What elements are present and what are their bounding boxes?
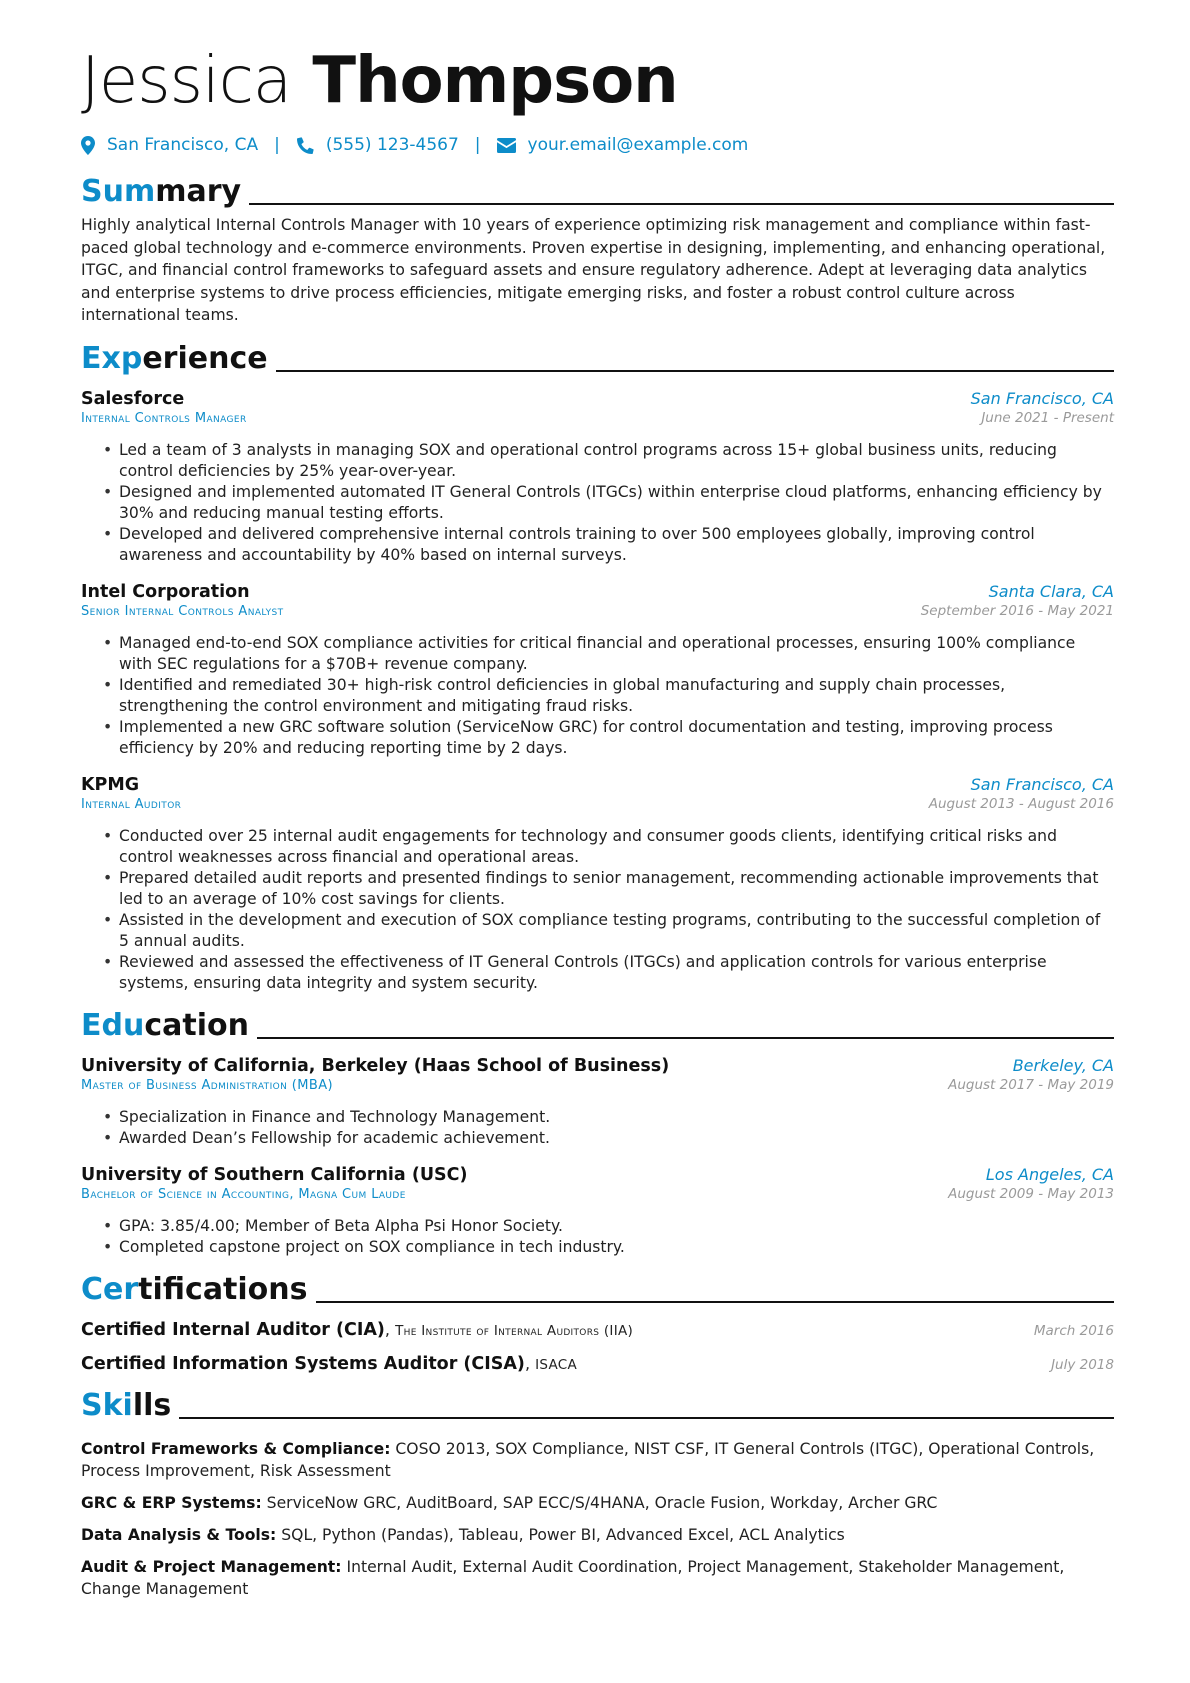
last-name: Thompson [312, 44, 678, 118]
title-accent: Exp [81, 340, 143, 376]
bullet-item: • Developed and delivered comprehensive internal controls training to over 500 employees globally, improving control awareness and accountability by 40% based on internal surveys. [119, 524, 1114, 566]
skill-category: Control Frameworks & Compliance: [81, 1439, 391, 1458]
bullet-item: • Specialization in Finance and Technology Management. [119, 1107, 1114, 1128]
section-divider [249, 203, 1114, 205]
skill-category: Audit & Project Management: [81, 1557, 342, 1576]
job-title: Internal Auditor [81, 796, 182, 812]
envelope-icon [497, 138, 516, 153]
degree: Master of Business Administration (MBA) [81, 1077, 333, 1093]
section-divider [276, 370, 1114, 372]
skill-line [81, 1556, 1114, 1600]
skills-heading [81, 1388, 1114, 1424]
summary-text: Highly analytical Internal Controls Manager with 10 years of experience optimizing risk management and compliance within fast-paced global technology and e-commerce environments. Proven expertise in designing, implementing, and enhancing operational, ITGC, and financial control frameworks to safeguard assets and ensure regulatory adherence. Adept at leveraging data analytics and enterprise systems to drive process efficiencies, mitigate emerging risks, and foster a robust control culture across international teams. [81, 216, 1106, 325]
bullet-item: • Led a team of 3 analysts in managing SOX and operational control programs across 15+ global business units, reducing control deficiencies by 25% year-over-year. [119, 440, 1114, 482]
contact-phone[interactable] [296, 135, 459, 155]
certification-issuer: The Institute of Internal Auditors (IIA) [395, 1322, 634, 1339]
bullet-item: • Prepared detailed audit reports and presented findings to senior management, recommending actionable improvements that led to an average of 10% cost savings for clients. [119, 868, 1114, 910]
job-location: San Francisco, CA [970, 774, 1114, 794]
location-text: San Francisco, CA [107, 135, 259, 155]
job-entry [81, 775, 1114, 994]
phone-text: (555) 123-4567 [325, 135, 459, 155]
title-rest: tifications [138, 1271, 308, 1307]
job-bullets [81, 826, 1114, 994]
bullet-item: • Assisted in the development and execution of SOX compliance testing programs, contributing to the successful completion of 5 annual audits. [119, 910, 1114, 952]
title-accent: Edu [81, 1007, 145, 1043]
email-link[interactable]: your.email@example.com [527, 135, 749, 155]
section-divider [316, 1301, 1114, 1303]
employer: Salesforce [81, 388, 185, 409]
section-title [81, 1008, 249, 1044]
job-location: San Francisco, CA [970, 388, 1114, 408]
section-title [81, 1388, 171, 1424]
certification-name: Certified Information Systems Auditor (CISA) [81, 1353, 525, 1374]
map-pin-icon [81, 136, 95, 155]
first-name: Jessica [81, 44, 292, 118]
phone-icon [296, 136, 314, 154]
bullet-item: • Completed capstone project on SOX compliance in tech industry. [119, 1237, 1114, 1258]
skill-values: Internal Audit, External Audit Coordination, Project Management, Stakeholder Management, Change Management [81, 1557, 1065, 1598]
title-rest: lls [132, 1387, 172, 1423]
education-entry [81, 1165, 1114, 1258]
certification-date: March 2016 [1033, 1322, 1114, 1339]
bullet-item: • Implemented a new GRC software solution (ServiceNow GRC) for control documentation and testing, improving process efficiency by 20% and reducing reporting time by 2 days. [119, 717, 1114, 759]
title-rest: mary [155, 174, 242, 209]
skill-values: COSO 2013, SOX Compliance, NIST CSF, IT General Controls (ITGC), Operational Controls, Process Improvement, Risk Assessment [81, 1439, 1095, 1480]
education-heading [81, 1008, 1114, 1044]
school-dates: August 2017 - May 2019 [948, 1076, 1114, 1093]
skill-values: SQL, Python (Pandas), Tableau, Power BI, Advanced Excel, ACL Analytics [281, 1525, 845, 1544]
contact-location [81, 135, 258, 155]
contact-separator: | [474, 135, 481, 155]
school-dates: August 2009 - May 2013 [948, 1185, 1114, 1202]
job-location: Santa Clara, CA [988, 581, 1114, 601]
skill-values: ServiceNow GRC, AuditBoard, SAP ECC/S/4HANA, Oracle Fusion, Workday, Archer GRC [266, 1493, 938, 1512]
title-accent: Ski [81, 1387, 133, 1423]
skill-category: GRC & ERP Systems: [81, 1493, 262, 1512]
section-title [81, 1272, 308, 1308]
employer: Intel Corporation [81, 581, 250, 602]
section-title [81, 341, 268, 377]
school-location: Los Angeles, CA [985, 1164, 1114, 1184]
job-entry [81, 582, 1114, 759]
certification-name: Certified Internal Auditor (CIA) [81, 1319, 385, 1340]
school-location: Berkeley, CA [1012, 1055, 1114, 1075]
bullet-item: • Identified and remediated 30+ high-risk control deficiencies in global manufacturing and supply chain processes, strengthening the control environment and mitigating fraud risks. [119, 675, 1114, 717]
certification-item: Certified Internal Auditor (CIA), The Institute of Internal Auditors (IIA) March 2016 [81, 1319, 1114, 1340]
school-name: University of Southern California (USC) [81, 1164, 468, 1185]
experience-heading [81, 341, 1114, 377]
skill-line [81, 1524, 1114, 1546]
certification-issuer: ISACA [535, 1356, 578, 1373]
title-accent: Cer [81, 1271, 139, 1307]
skill-line [81, 1438, 1114, 1482]
bullet-item: • Designed and implemented automated IT General Controls (ITGCs) within enterprise cloud platforms, enhancing efficiency by 30% and reducing manual testing efforts. [119, 482, 1114, 524]
bullet-item: • Awarded Dean’s Fellowship for academic achievement. [119, 1128, 1114, 1149]
candidate-name [81, 42, 1114, 120]
contact-email[interactable] [497, 135, 749, 155]
summary-heading [81, 174, 1114, 210]
section-divider [257, 1037, 1114, 1039]
job-entry [81, 389, 1114, 566]
contact-separator: | [274, 135, 280, 155]
job-title: Senior Internal Controls Analyst [81, 603, 284, 619]
education-bullets [81, 1107, 1114, 1149]
section-divider [179, 1417, 1114, 1419]
employer: KPMG [81, 774, 140, 795]
education-bullets [81, 1216, 1114, 1258]
job-title: Internal Controls Manager [81, 410, 247, 426]
bullet-item: • Reviewed and assessed the effectiveness of IT General Controls (ITGCs) and application controls for various enterprise systems, ensuring data integrity and system security. [119, 952, 1114, 994]
school-name: University of California, Berkeley (Haas School of Business) [81, 1055, 670, 1076]
job-bullets [81, 440, 1114, 566]
contact-line [81, 130, 1114, 160]
skill-line [81, 1492, 1114, 1514]
section-title [81, 174, 241, 210]
bullet-item: • Conducted over 25 internal audit engagements for technology and consumer goods clients, identifying critical risks and control weaknesses across financial and operational areas. [119, 826, 1114, 868]
education-entry [81, 1056, 1114, 1149]
skill-category: Data Analysis & Tools: [81, 1525, 277, 1544]
job-dates: June 2021 - Present [981, 409, 1114, 426]
job-dates: September 2016 - May 2021 [920, 602, 1114, 619]
degree: Bachelor of Science in Accounting, Magna Cum Laude [81, 1186, 406, 1202]
title-accent: Sum [81, 174, 156, 209]
certification-date: July 2018 [1051, 1356, 1114, 1373]
bullet-item: • Managed end-to-end SOX compliance activities for critical financial and operational processes, ensuring 100% compliance with SEC regulations for a $70B+ revenue company. [119, 633, 1114, 675]
title-rest: erience [142, 340, 268, 376]
job-bullets [81, 633, 1114, 759]
job-dates: August 2013 - August 2016 [928, 795, 1114, 812]
certification-item: Certified Information Systems Auditor (CISA), ISACA July 2018 [81, 1353, 1114, 1374]
certifications-heading [81, 1272, 1114, 1308]
bullet-item: • GPA: 3.85/4.00; Member of Beta Alpha Psi Honor Society. [119, 1216, 1114, 1237]
title-rest: cation [144, 1007, 249, 1043]
